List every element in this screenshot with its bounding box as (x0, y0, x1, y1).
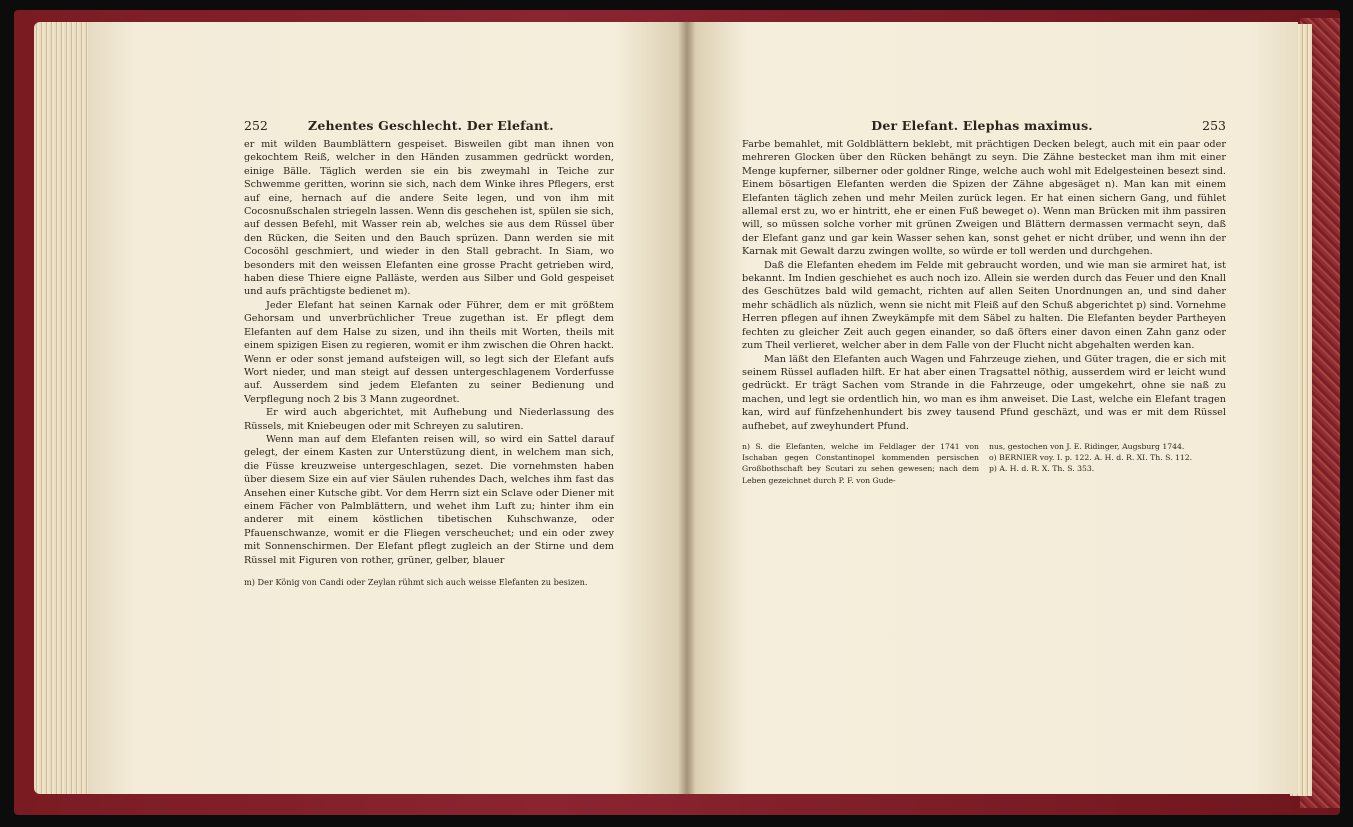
footnotes (742, 441, 1226, 486)
paragraph: Jeder Elefant hat seinen Karnak oder Führer, dem er mit größtem Gehorsam und unverbrüchlicher Treue zugethan ist. Er pflegt dem Elefanten auf dem Halse zu sizen, und ihn theils mit Worten, theils mit einem spizigen Eisen zu regieren, womit er ihm zwischen die Ohren hackt. Wenn er oder sonst jemand aufsteigen will, so legt sich der Elefant aufs Wort nieder, und man steigt auf dessen untergeschlagenem Vorderfusse auf. Ausserdem sind jedem Elefanten zu seiner Bedienung und Verpflegung noch 2 bis 3 Mann zugeordnet. (244, 299, 614, 405)
page-number: 252 (244, 118, 268, 133)
running-title: Der Elefant. Elephas maximus. (871, 118, 1093, 133)
page-edges-left (34, 22, 94, 794)
left-page (88, 22, 686, 794)
paragraph: er mit wilden Baumblättern gespeiset. Bisweilen gibt man ihnen von gekochtem Reiß, welcher in den Händen zusammen gedrückt worden, einige Bälle. Täglich werden sie ein bis zweymahl in Teiche zur Schwemme geritten, worinn sie sich, nach dem Winke ihres Pflegers, erst auf eine, hernach auf die andere Seite legen, und von ihm mit Cocosnußschalen striegeln lassen. Wenn dis geschehen ist, spülen sie sich, auf dessen Befehl, mit Wasser rein ab, welches sie aus dem Rüssel über den Rücken, die Seiten und den Bauch sprüzen. Dann werden sie mit Cocosöhl geschmiert, und wieder in den Stall gebracht. In Siam, wo besonders mit den weissen Elefanten eine grosse Pracht getrieben wird, haben diese Thiere eigne Palläste, werden aus Silber und Gold gespeiset und aufs prächtigste bedienet m). (244, 139, 614, 298)
footnote: n) S. die Elefanten, welche im Feldlager der 1741 von Ischaban gegen Constantinopel kommenden persischen Großbothschaft bey Scutari zu sehen gewesen; nach dem Leben gezeichnet durch P. F. von Gude- (742, 441, 979, 485)
footnote: nus, gestochen von J. E. Ridinger, Augsburg 1744. (989, 441, 1185, 451)
running-title: Zehentes Geschlecht. Der Elefant. (308, 118, 554, 133)
page-number: 253 (1202, 118, 1226, 133)
book-gutter (678, 22, 696, 794)
paragraph: Farbe bemahlet, mit Goldblättern beklebt, mit prächtigen Decken belegt, auch mit ein paar oder mehreren Glocken über den Rücken behängt zu seyn. Die Zähne bestecket man ihm mit einer Menge kupferner, silberner oder goldner Ringe, welche auch wohl mit Edelgesteinen besezt sind. Einem bösartigen Elefanten werden die Spizen der Zähne abgesäget n). Man kan mit einem Elefanten täglich zehen und mehr Meilen zurück legen. Er hat einen sichern Gang, und fühlet allemal erst zu, wo er hintritt, ehe er einen Fuß beweget o). Wenn man Brücken mit ihm passiren will, so müssen solche vorher mit grünen Zweigen und Blättern dermassen vermacht seyn, daß der Elefant ganz und gar kein Wasser sehen kan, sonst gehet er nicht drüber, und wenn ihn der Karnak mit Gewalt darzu zwingen wollte, so würde er toll werden und durchgehen. (742, 139, 1226, 258)
right-page-header (742, 118, 1226, 133)
footnote: p) A. H. d. R. X. Th. S. 353. (989, 464, 1095, 474)
footnote-column-right (989, 441, 1226, 486)
footnote: m) Der König von Candi oder Zeylan rühmt sich auch weisse Elefanten zu besizen. (244, 577, 588, 587)
paragraph: Daß die Elefanten ehedem im Felde mit gebraucht worden, und wie man sie armiret hat, ist bekannt. Im Indien geschiehet es auch noch izo. Allein sie werden durch das Feuer und den Knall des Geschützes bald wild gemacht, richten auf allen Seiten Unordnungen an, und sind daher mehr schädlich als nüzlich, wenn sie nicht mit Fleiß auf den Schuß abgerichtet p) sind. Vornehme Herren pflegen auf ihnen Zweykämpfe mit dem Säbel zu halten. Die Elefanten beyder Partheyen fechten zu gleicher Zeit auch gegen einander, so daß öfters einer davon einen Zahn ganz oder zum Theil verlieret, welcher aber in dem Falle von der Flucht nicht abgehalten werden kan. (742, 259, 1226, 352)
paragraph: Man läßt den Elefanten auch Wagen und Fahrzeuge ziehen, und Güter tragen, die er sich mit seinem Rüssel aufladen hilft. Er hat aber einen Tragsattel nöthig, ausserdem wird er leicht wund gedrückt. Er trägt Sachen vom Strande in die Fahrzeuge, oder umgekehrt, ohne sie naß zu machen, und legt sie ordentlich hin, wo man es ihm anweiset. Die Last, welche ein Elefant tragen kan, wird auf fünfzehenhundert bis zwey tausend Pfund geschäzt, und was er mit dem Rüssel aufhebet, auf zweyhundert Pfund. (742, 353, 1226, 432)
footnote-column-left (742, 441, 979, 486)
right-page (686, 22, 1298, 794)
left-page-body (244, 138, 614, 567)
right-page-body (742, 138, 1226, 433)
paragraph: Wenn man auf dem Elefanten reisen will, so wird ein Sattel darauf gelegt, der einem Kasten zur Unterstüzung dient, in welchem man sich, die Füsse kreuzweise untergeschlagen, sezet. Die vornehmsten haben über diesem Size ein auf vier Säulen ruhendes Dach, welches ihm fast das Ansehen einer Kutsche gibt. Vor dem Herrn sizt ein Sclave oder Diener mit einem Fächer von Palmblättern, und wehet ihm Luft zu; hinter ihm ein anderer mit einem köstlichen tibetischen Kuhschwanze, oder Pfauenschwanze, womit er die Fliegen verscheuchet; und ein oder zwey mit Sonnenschirmen. Der Elefant pflegt zugleich an der Stirne und dem Rüssel mit Figuren von rother, grüner, gelber, blauer (244, 433, 614, 566)
left-page-header (244, 118, 614, 133)
footnote: o) BERNIER voy. I. p. 122. A. H. d. R. XI. Th. S. 112. (989, 453, 1193, 463)
paragraph: Er wird auch abgerichtet, mit Aufhebung und Niederlassung des Rüssels, mit Kniebeugen oder mit Schreyen zu salutiren. (244, 407, 614, 432)
